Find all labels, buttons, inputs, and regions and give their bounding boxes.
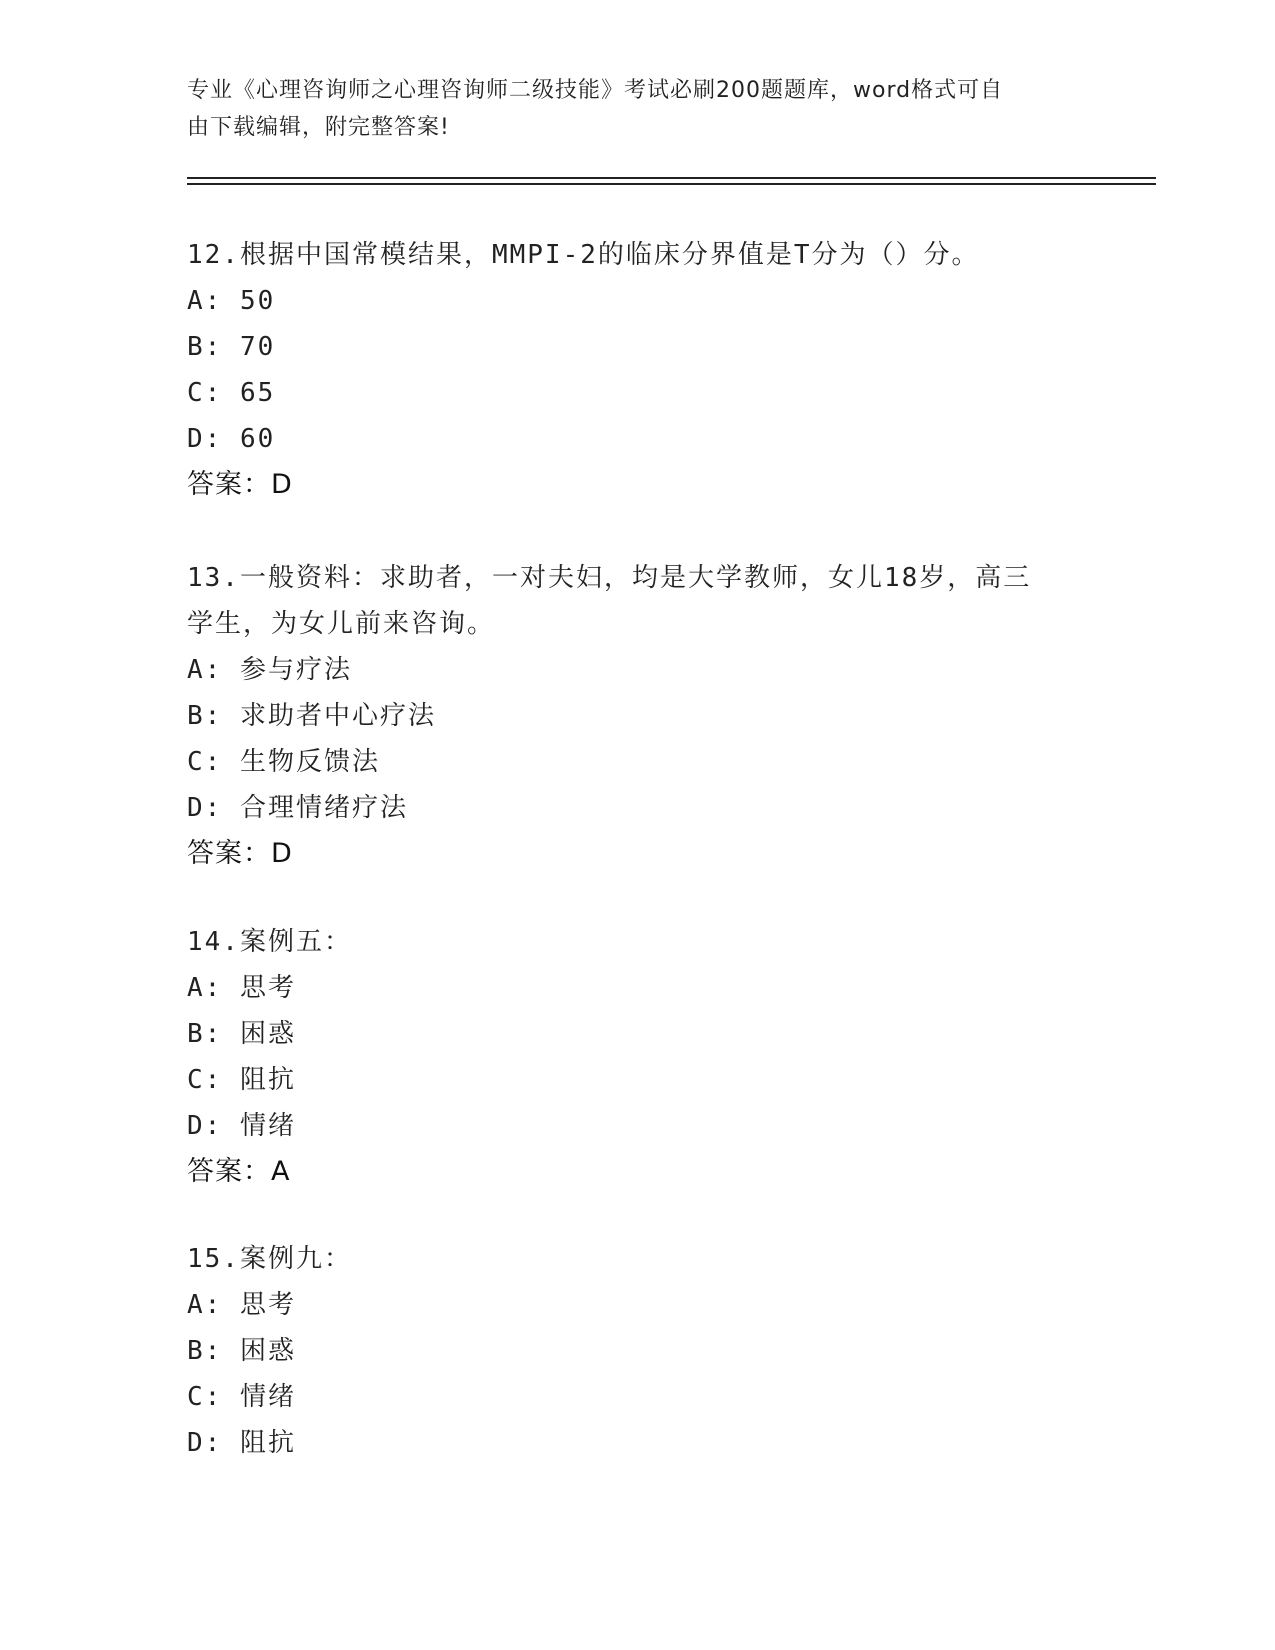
question-stem: 15.案例九：	[187, 1244, 352, 1274]
question-stem-line-1: 13.一般资料：求助者，一对夫妇，均是大学教师，女儿18岁，高三	[187, 563, 1032, 593]
option-d: D: 合理情绪疗法	[187, 793, 408, 823]
question-stem-line-2: 学生，为女儿前来咨询。	[187, 609, 496, 639]
answer: 答案：D	[187, 469, 293, 500]
header-divider-top	[187, 177, 1156, 179]
option-c: C: 阻抗	[187, 1065, 296, 1095]
option-d: D: 情绪	[187, 1111, 296, 1141]
header-line-2: 由下载编辑，附完整答案!	[187, 115, 450, 140]
option-a: A: 参与疗法	[187, 655, 352, 685]
option-c: C: 65	[187, 378, 276, 408]
option-b: B: 70	[187, 332, 276, 362]
option-c: C: 情绪	[187, 1382, 296, 1412]
header-line-1: 专业《心理咨询师之心理咨询师二级技能》考试必刷200题题库，word格式可自	[187, 78, 1004, 103]
question-12	[187, 232, 1087, 508]
option-b: B: 困惑	[187, 1019, 296, 1049]
question-stem: 14.案例五：	[187, 927, 352, 957]
option-a: A: 思考	[187, 973, 296, 1003]
option-b: B: 困惑	[187, 1336, 296, 1366]
answer: 答案：A	[187, 1156, 291, 1187]
document-header	[187, 72, 1067, 146]
question-stem: 12.根据中国常模结果，MMPI-2的临床分界值是T分为（）分。	[187, 240, 980, 270]
header-divider-bottom	[187, 183, 1156, 185]
option-c: C: 生物反馈法	[187, 747, 380, 777]
answer: 答案：D	[187, 838, 293, 869]
question-14	[187, 919, 1087, 1195]
option-b: B: 求助者中心疗法	[187, 701, 436, 731]
option-a: A: 50	[187, 286, 276, 316]
question-13	[187, 555, 1087, 877]
option-d: D: 阻抗	[187, 1428, 296, 1458]
option-d: D: 60	[187, 424, 276, 454]
question-15	[187, 1236, 1087, 1466]
option-a: A: 思考	[187, 1290, 296, 1320]
